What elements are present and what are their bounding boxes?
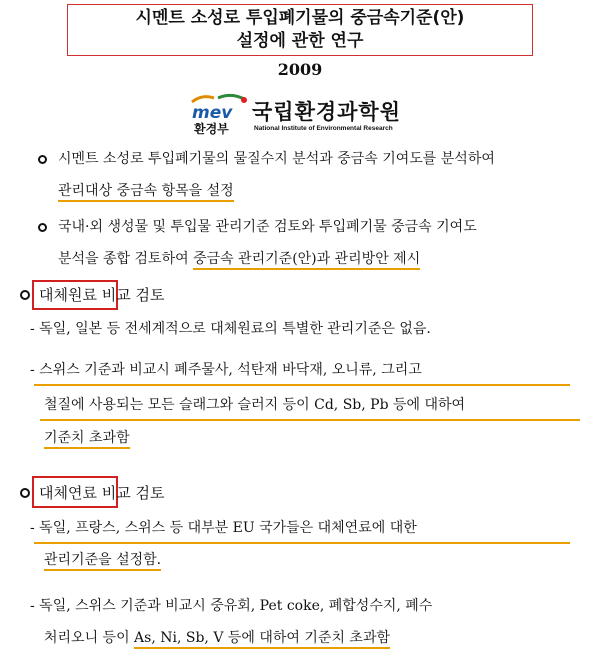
logo-mark-text: mev xyxy=(192,103,233,122)
mev-logo-icon xyxy=(188,92,250,142)
institute-english-name: National Institute of Environmental Research xyxy=(254,125,393,132)
section-1-item-2-line-3: 기준치 초과함 xyxy=(44,428,130,448)
section-1-heading: 대체원료 비교 검토 xyxy=(39,286,165,304)
section-2-item-1-line-2: 관리기준을 설정함. xyxy=(44,550,161,570)
institute-logo xyxy=(188,92,428,142)
title-line-2: 설정에 관한 연구 xyxy=(236,31,364,51)
underline xyxy=(34,384,570,386)
institute-name: 국립환경과학원 xyxy=(252,100,402,124)
title-box xyxy=(67,4,533,56)
section-ring-icon xyxy=(20,290,30,300)
intro-2-line-2: 분석을 종합 검토하여 중금속 관리기준(안)과 관리방안 제시 xyxy=(58,249,420,269)
section-1-item-2-line-1: - 스위스 기준과 비교시 폐주물사, 석탄재 바닥재, 오니류, 그리고 xyxy=(30,362,422,378)
section-1-item-1: - 독일, 일본 등 전세계적으로 대체원료의 특별한 관리기준은 없음. xyxy=(30,321,431,337)
year: 2009 xyxy=(277,60,323,79)
title-line-1: 시멘트 소성로 투입폐기물의 중금속기준(안) xyxy=(135,8,465,28)
ministry-label: 환경부 xyxy=(194,122,229,136)
section-1-item-2-line-2: 철질에 사용되는 모든 슬래그와 슬러지 등이 Cd, Sb, Pb 등에 대하여 xyxy=(44,397,466,413)
section-2-item-1-line-1: - 독일, 프랑스, 스위스 등 대부분 EU 국가들은 대체연료에 대한 xyxy=(30,520,417,536)
section-2-heading: 대체연료 비교 검토 xyxy=(39,484,165,502)
bullet-ring-icon xyxy=(38,223,47,232)
section-ring-icon xyxy=(20,488,30,498)
bullet-ring-icon xyxy=(38,155,47,164)
intro-2-line-1: 국내·외 생성물 및 투입물 관리기준 검토와 투입폐기물 중금속 기여도 xyxy=(58,219,477,235)
underline xyxy=(34,542,570,544)
intro-1-line-2: 관리대상 중금속 항목을 설정 xyxy=(58,181,234,201)
underline xyxy=(40,419,580,421)
section-2-item-2-line-2: 처리오니 등이 As, Ni, Sb, V 등에 대하여 기준치 초과함 xyxy=(44,628,390,648)
intro-1-line-1: 시멘트 소성로 투입폐기물의 물질수지 분석과 중금속 기여도를 분석하여 xyxy=(58,151,495,167)
section-2-item-2-line-1: - 독일, 스위스 기준과 비교시 중유회, Pet coke, 폐합성수지, 폐수 xyxy=(30,598,433,614)
